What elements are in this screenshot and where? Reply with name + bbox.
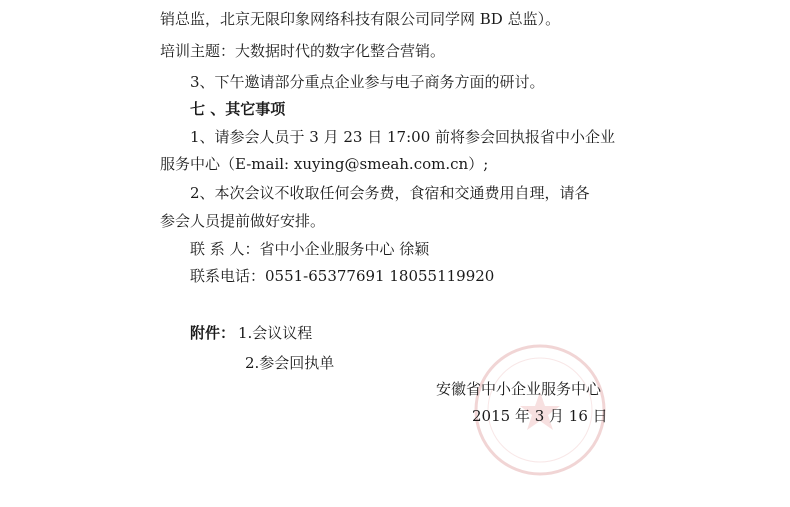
text-item-2-line-b: 参会人员提前做好安排。 <box>160 212 326 230</box>
text-item-1-line-a: 1、请参会人员于 3 月 23 日 17:00 前将参会回执报省中小企业 <box>190 128 616 146</box>
text-line-training-topic: 培训主题：大数据时代的数字化整合营销。 <box>160 42 446 60</box>
text-item-2-line-a: 2、本次会议不收取任何会务费，食宿和交通费用自理，请各 <box>190 184 590 202</box>
text-line-1: 销总监，北京无限印象网络科技有限公司同学网 BD 总监）。 <box>160 10 561 28</box>
issue-date: 2015 年 3 月 16 日 <box>472 407 608 425</box>
attachment-2: 2.参会回执单 <box>245 354 335 372</box>
attachment-1: 1.会议议程 <box>238 324 313 342</box>
section-heading-other-matters: 七 、其它事项 <box>190 100 286 118</box>
contact-person: 联 系 人：省中小企业服务中心 徐颖 <box>190 240 430 258</box>
text-line-3: 3、下午邀请部分重点企业参与电子商务方面的研讨。 <box>190 73 545 91</box>
issuing-organization: 安徽省中小企业服务中心 <box>436 380 602 398</box>
contact-phone: 联系电话：0551-65377691 18055119920 <box>190 267 495 285</box>
text-item-1-line-b: 服务中心（E-mail: xuying@smeah.com.cn）; <box>160 155 489 173</box>
attachments-label: 附件： <box>190 324 236 342</box>
